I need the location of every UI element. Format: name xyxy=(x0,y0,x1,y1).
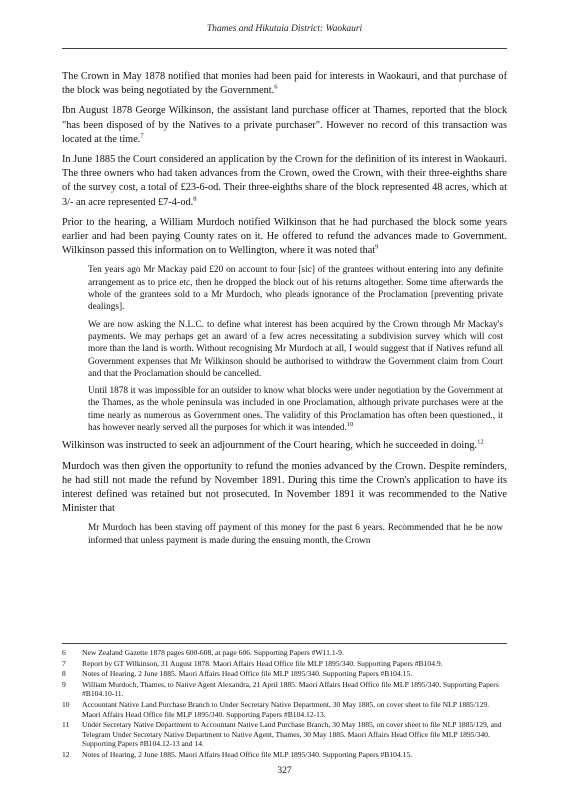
paragraph: The Crown in May 1878 notified that monies had been paid for interests in Waokauri, and that purchase of the block was being negotiated by the Government.$^6$ xyxy=(62,71,507,97)
footnote-number: 8 xyxy=(62,669,66,679)
footnote-number: 10 xyxy=(62,699,70,709)
paragraph: Prior to the hearing, a William Murdoch notified Wilkinson that he had purchased the block some years earlier and had been paying County rates on it. He offered to refund the advances made to Government. Wilkinson passed this information on to Wellington, where it was noted that$^9$ xyxy=(62,216,507,257)
footnote xyxy=(62,669,507,679)
footnote-number: 11 xyxy=(62,720,70,730)
footnote-text: Report by GT Wilkinson, 31 August 1878. Maori Affairs Head Office file MLP 1895/340. Supporting Papers #B104.9. xyxy=(82,658,443,668)
footnote-number: 9 xyxy=(62,679,66,689)
page-number: 327 xyxy=(277,766,292,776)
footnote-ref: 8 xyxy=(193,195,197,203)
paragraph: Murdoch was then given the opportunity to refund the monies advanced by the Crown. Despite reminders, he had still not made the refund by November 1891. During this time the Crown's application to have its interest defined was retained but not prosecuted. In November 1891 it was recommended to the Native Minister that xyxy=(62,460,507,515)
quote-paragraph: Ten years ago Mr Mackay paid £20 on account to four [sic] of the grantees without entering into any definite arrangement as to price etc, then he dropped the block out of his returns altogether. Some time afterwards the whole of the grantees sold to a Mr Murdoch, who pleads ignorance of the Proclamation [preventing private dealings]. xyxy=(88,265,503,313)
footnote xyxy=(62,700,507,719)
quote-paragraph: We are now asking the N.L.C. to define what interest has been acquired by the Crown through Mr Mackay's payments. We may perhaps get an award of a few acres necessitating a subdivision survey which will cost more than the land is worth. Without recognising Mr Murdoch at all, I would suggest that if Natives refund all Government expenses that Mr Wilkinson should be authorised to withdraw the Government claim from Court and that the Proclamation should be cancelled. xyxy=(88,319,503,379)
footnote-number: 12 xyxy=(62,749,70,759)
footnote-rule xyxy=(62,643,507,644)
footnote xyxy=(62,720,507,749)
footnote-number: 7 xyxy=(62,658,66,668)
footnote-ref: 9 xyxy=(375,243,379,251)
footnote xyxy=(62,680,507,699)
block-quote xyxy=(62,522,507,547)
main-text xyxy=(62,70,507,552)
footnote xyxy=(62,648,507,658)
running-header: Thames and Hikutaia District: Waokauri xyxy=(206,24,363,34)
quote-paragraph: Until 1878 it was impossible for an outsider to know what blocks were under negotiation by the Government at the Thames, as the whole peninsula was included in one Proclamation, although private purchases were at the time nearly as numerous as Government ones. The validity of this Proclamation has often been questioned., it has however nearly served all the purposes for which it was intended.$^{10}$ xyxy=(88,386,503,433)
footnote-ref: 10 xyxy=(346,420,354,428)
quote-paragraph: Mr Murdoch has been staving off payment of this money for the past 6 years. Recommended that he be now informed that unless payment is made during the ensuing month, the Crown xyxy=(88,523,503,546)
footnote-text: William Murdoch, Thames, to Native Agent Alexandra, 21 April 1885. Maori Affairs Head Office file MLP 1895/340. Supporting Papers #B104.10-11. xyxy=(82,679,499,699)
footnote-number: 6 xyxy=(62,648,66,657)
footnote-ref: 6 xyxy=(274,83,278,91)
footnote-ref: 7 xyxy=(140,132,144,140)
paragraph: In June 1885 the Court considered an application by the Crown for the definition of its interest in Waokauri. The three owners who had taken advances from the Crown, owed the Crown, with their three-eighths share of the survey cost, a total of £23-6-od. Their three-eighths share of the block represented 48 acres, which at 3/- an acre represented £7-4-od.$^8$ xyxy=(62,154,507,208)
block-quote xyxy=(62,264,507,434)
footnote-text: Notes of Hearing, 2 June 1885. Maori Affairs Head Office file MLP 1895/340. Supporting Papers #B104.15. xyxy=(82,749,413,759)
footnote-text: Notes of Hearing, 2 June 1885. Maori Affairs Head Office file MLP 1895/340. Supporting Papers #B104.15. xyxy=(82,669,413,679)
paragraph: Wilkinson was instructed to seek an adjournment of the Court hearing, which he succeeded in doing.$^{12}$ xyxy=(62,438,484,452)
footnote xyxy=(62,750,507,760)
footnote-text: Under Secretary Native Department to Accountant Native Land Purchase Branch, 30 May 1885, on cover sheet to file NLP 1885/129, and Telegram Under Secretary Native Department to Native Agent, Thames, 30 May 1885. Maori Affairs Head Office file MLP 1895/340. Supporting Papers #B104.12-13 and 14. xyxy=(82,720,502,749)
footnote-text: New Zealand Gazette 1878 pages 600-608, at page 606. Supporting Papers #W11.1-9. xyxy=(82,648,344,657)
footnote-text: Accountant Native Land Purchase Branch to Under Secretary Native Department, 30 May 1885, on cover sheet to file NLP 1885/129. Maori Affairs Head Office file MLP 1895/340. Supporting Papers #B104.12-13. xyxy=(82,699,490,719)
footnotes xyxy=(62,648,507,761)
footnote xyxy=(62,659,507,669)
header-rule xyxy=(62,48,507,49)
footnote-ref: 12 xyxy=(477,438,484,446)
paragraph: Ibn August 1878 George Wilkinson, the assistant land purchase officer at Thames, reported that the block "has been disposed of by the Natives to a private purchaser". However no record of this transaction was located at the time.$^7$ xyxy=(62,105,507,145)
